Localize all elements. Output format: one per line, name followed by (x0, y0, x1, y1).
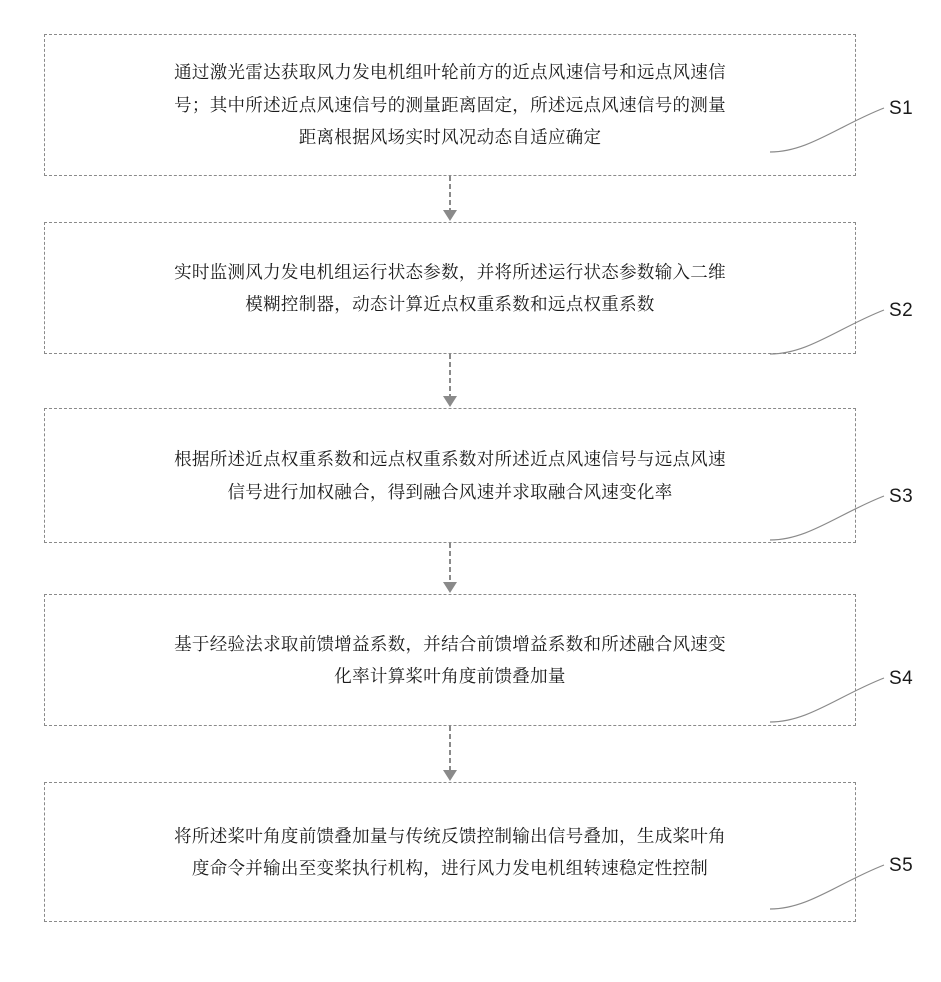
flowchart-step-s3 (44, 408, 856, 543)
arrowhead-s2-s3-icon (443, 396, 457, 407)
flowchart-step-s1 (44, 34, 856, 176)
step-label-s5: S5 (889, 855, 914, 876)
connector-s2-s3 (449, 354, 451, 398)
connector-s4-s5 (449, 726, 451, 772)
flowchart-step-s1-text: 通过激光雷达获取风力发电机组叶轮前方的近点风速信号和远点风速信 号；其中所述近点风速信号的测量距离固定，所述远点风速信号的测量 距离根据风场实时风况动态自适应确定 (174, 62, 726, 148)
flowchart-step-s4-text: 基于经验法求取前馈增益系数，并结合前馈增益系数和所述融合风速变 化率计算桨叶角度前馈叠加量 (174, 633, 726, 686)
connector-s3-s4 (449, 543, 451, 584)
flowchart-step-s5 (44, 782, 856, 922)
flowchart-step-s2 (44, 222, 856, 354)
flowchart-step-s2-text: 实时监测风力发电机组运行状态参数，并将所述运行状态参数输入二维 模糊控制器，动态计算近点权重系数和远点权重系数 (174, 261, 726, 314)
flowchart-step-s3-text: 根据所述近点权重系数和远点权重系数对所述近点风速信号与远点风速 信号进行加权融合，得到融合风速并求取融合风速变化率 (174, 449, 726, 502)
step-label-s3: S3 (889, 486, 914, 507)
arrowhead-s1-s2-icon (443, 210, 457, 221)
flowchart-step-s4 (44, 594, 856, 726)
step-label-s1: S1 (889, 98, 914, 119)
arrowhead-s4-s5-icon (443, 770, 457, 781)
step-label-s4: S4 (889, 668, 914, 689)
flowchart-step-s5-text: 将所述桨叶角度前馈叠加量与传统反馈控制输出信号叠加，生成桨叶角 度命令并输出至变桨执行机构，进行风力发电机组转速稳定性控制 (174, 825, 726, 878)
step-label-s2: S2 (889, 300, 914, 321)
connector-s1-s2 (449, 176, 451, 212)
arrowhead-s3-s4-icon (443, 582, 457, 593)
